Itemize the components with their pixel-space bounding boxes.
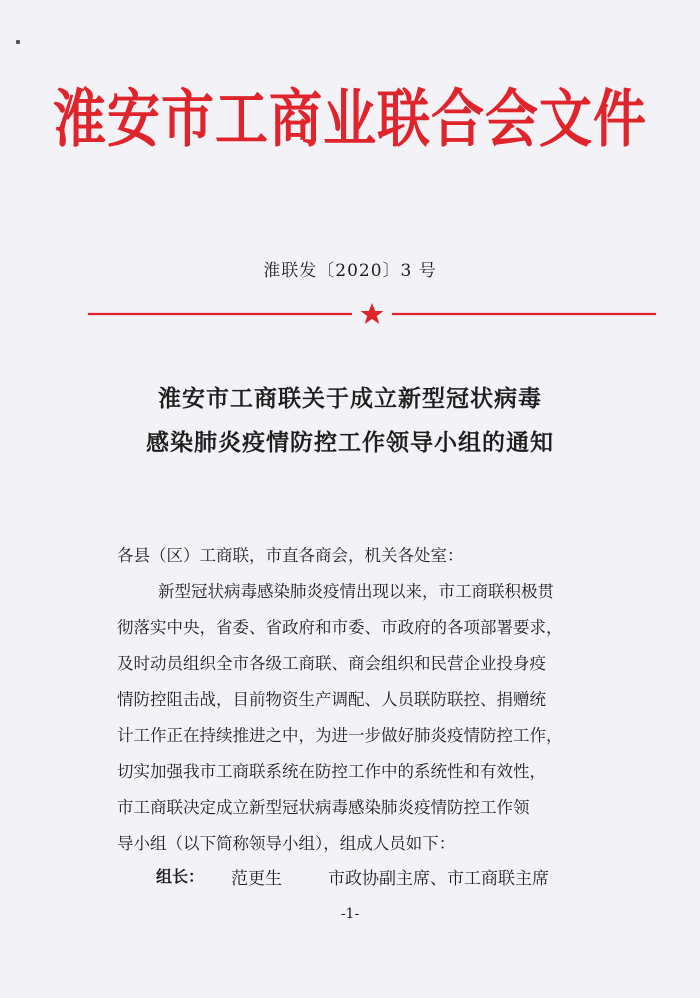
red-separator-line	[88, 302, 656, 326]
paragraph-line: 及时动员组织全市各级工商联、商会组织和民营企业投身疫	[117, 654, 546, 673]
scan-speck	[16, 40, 20, 44]
salutation: 各县（区）工商联，市直各商会，机关各处室：	[117, 546, 464, 565]
paragraph-line: 计工作正在持续推进之中，为进一步做好肺炎疫情防控工作，	[117, 726, 563, 745]
leader-label: 组长：	[156, 867, 205, 886]
paragraph-line: 切实加强我市工商联系统在防控工作中的系统性和有效性，	[117, 762, 546, 781]
masthead-title: 淮安市工商业联合会文件	[53, 82, 647, 156]
notice-title-line-1: 淮安市工商联关于成立新型冠状病毒	[158, 385, 542, 412]
page-number: -1-	[340, 906, 360, 922]
document-number: 淮联发〔2020〕3 号	[263, 261, 437, 281]
paragraph-line: 彻落实中央，省委、省政府和市委、市政府的各项部署要求，	[117, 618, 563, 637]
paragraph-line: 市工商联决定成立新型冠状病毒感染肺炎疫情防控工作领	[117, 798, 530, 817]
leader-name: 范更生	[231, 869, 282, 889]
red-star-icon	[361, 303, 384, 324]
leader-row	[156, 864, 549, 889]
paragraph-line: 情防控阻击战，目前物资生产调配、人员联防联控、捐赠统	[117, 690, 546, 709]
leader-role: 市政协副主席、市工商联主席	[328, 869, 549, 889]
notice-title-line-2: 感染肺炎疫情防控工作领导小组的通知	[146, 429, 554, 456]
paragraph-line: 新型冠状病毒感染肺炎疫情出现以来，市工商联积极贯	[158, 582, 554, 601]
paragraph-line: 导小组（以下简称领导小组），组成人员如下：	[117, 834, 456, 853]
